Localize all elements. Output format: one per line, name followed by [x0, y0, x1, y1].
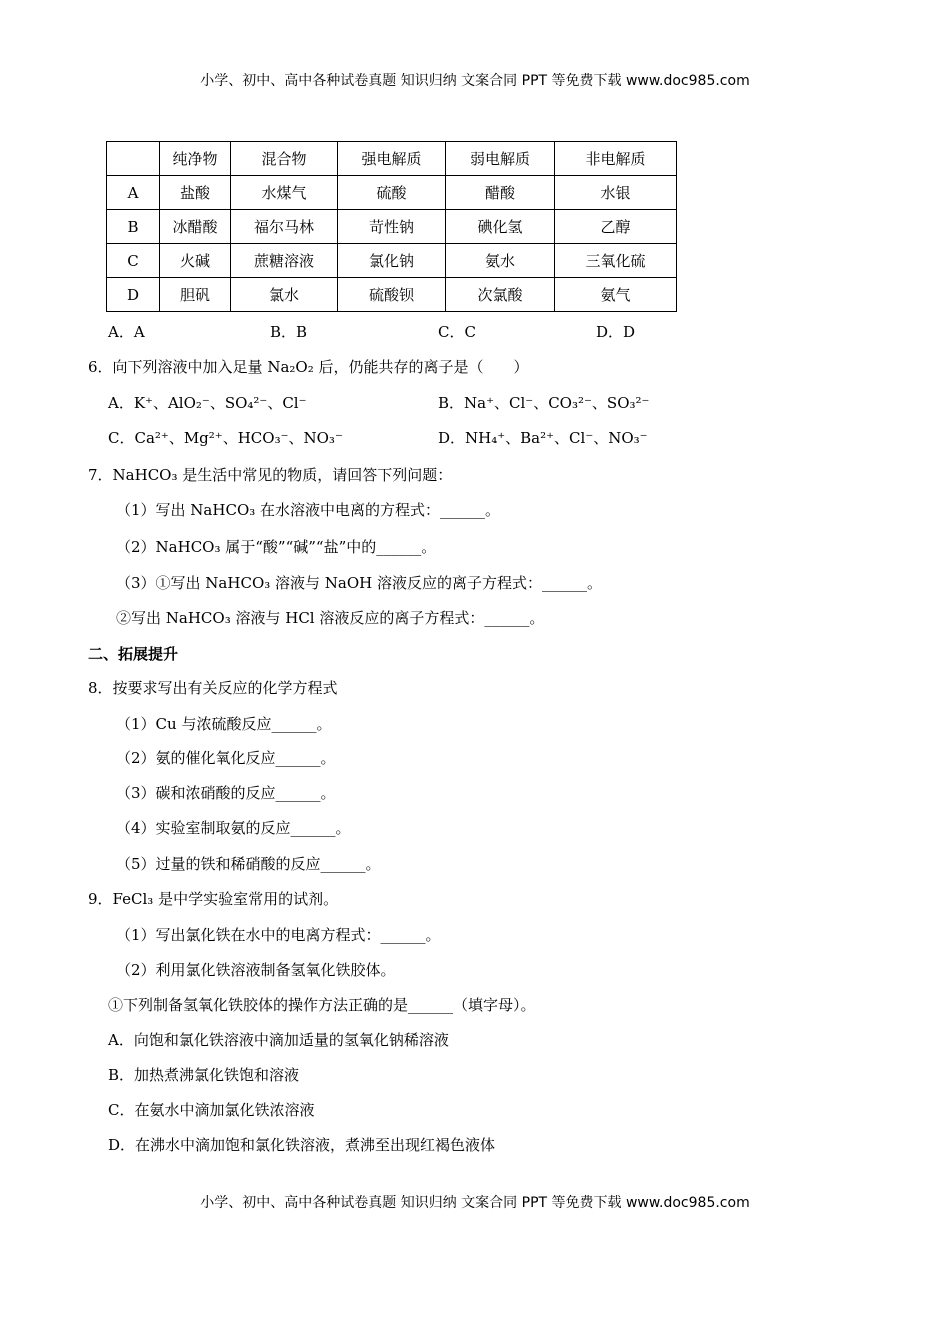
q6-option-a: A．K⁺、AlO₂⁻、SO₄²⁻、Cl⁻ — [108, 394, 307, 412]
table-row — [107, 176, 677, 210]
table-cell: 福尔马林 — [231, 210, 338, 244]
table-header-cell — [107, 142, 160, 176]
table-cell: 乙醇 — [555, 210, 677, 244]
q9-item-1: （1）写出氯化铁在水中的电离方程式：______。 — [116, 926, 441, 944]
table-cell: 氯水 — [231, 278, 338, 312]
table-cell: 苛性钠 — [338, 210, 446, 244]
q6-option-b: B．Na⁺、Cl⁻、CO₃²⁻、SO₃²⁻ — [438, 394, 650, 412]
table-cell: 火碱 — [160, 244, 231, 278]
table-cell: 盐酸 — [160, 176, 231, 210]
q9-option-a: A．向饱和氯化铁溶液中滴加适量的氢氧化钠稀溶液 — [108, 1031, 449, 1049]
table-row — [107, 210, 677, 244]
table-cell: D — [107, 278, 160, 312]
table-header-cell: 非电解质 — [555, 142, 677, 176]
q9-option-d: D．在沸水中滴加饱和氯化铁溶液，煮沸至出现红褐色液体 — [108, 1136, 496, 1154]
q8-item-1: （1）Cu 与浓硫酸反应______。 — [116, 715, 332, 733]
table-cell: 水银 — [555, 176, 677, 210]
table-cell: 蔗糖溶液 — [231, 244, 338, 278]
q9-stem: 9．FeCl₃ 是中学实验室常用的试剂。 — [88, 890, 339, 908]
q8-stem: 8．按要求写出有关反应的化学方程式 — [88, 679, 338, 697]
table-cell: 冰醋酸 — [160, 210, 231, 244]
table-header-cell: 纯净物 — [160, 142, 231, 176]
table-cell: 碘化氢 — [446, 210, 555, 244]
table-cell: 水煤气 — [231, 176, 338, 210]
q5-option-b: B．B — [270, 323, 308, 341]
table-cell: 硫酸 — [338, 176, 446, 210]
q7-item-1: （1）写出 NaHCO₃ 在水溶液中电离的方程式：______。 — [116, 501, 501, 519]
table-cell: 氨气 — [555, 278, 677, 312]
page-header: 小学、初中、高中各种试卷真题 知识归纳 文案合同 PPT 等免费下载 www.doc985.com — [200, 73, 750, 89]
q5-option-a: A．A — [108, 323, 145, 341]
table-cell: 硫酸钡 — [338, 278, 446, 312]
table-cell: 次氯酸 — [446, 278, 555, 312]
q8-item-4: （4）实验室制取氨的反应______。 — [116, 819, 351, 837]
table-cell: 三氧化硫 — [555, 244, 677, 278]
q7-item-2: （2）NaHCO₃ 属于“酸”“碱”“盐”中的______。 — [116, 538, 437, 556]
table-header-cell: 弱电解质 — [446, 142, 555, 176]
q8-item-2: （2）氨的催化氧化反应______。 — [116, 749, 336, 767]
table-cell: 氯化钠 — [338, 244, 446, 278]
q8-item-3: （3）碳和浓硝酸的反应______。 — [116, 784, 336, 802]
q5-option-c: C．C — [438, 323, 476, 341]
q7-item-4: ②写出 NaHCO₃ 溶液与 HCl 溶液反应的离子方程式：______。 — [116, 609, 545, 627]
q7-item-3: （3）①写出 NaHCO₃ 溶液与 NaOH 溶液反应的离子方程式：______。 — [116, 574, 603, 592]
section-title: 二、拓展提升 — [88, 645, 179, 663]
q9-option-b: B．加热煮沸氯化铁饱和溶液 — [108, 1066, 300, 1084]
table-header-row — [107, 142, 677, 176]
table-cell: B — [107, 210, 160, 244]
table-row — [107, 278, 677, 312]
q9-item-2: （2）利用氯化铁溶液制备氢氧化铁胶体。 — [116, 961, 396, 979]
table-cell: C — [107, 244, 160, 278]
table-cell: A — [107, 176, 160, 210]
table-cell: 醋酸 — [446, 176, 555, 210]
table-header-cell: 混合物 — [231, 142, 338, 176]
q5-option-d: D．D — [596, 323, 636, 341]
table-row — [107, 244, 677, 278]
table-cell: 胆矾 — [160, 278, 231, 312]
q8-item-5: （5）过量的铁和稀硝酸的反应______。 — [116, 855, 381, 873]
table-header-cell: 强电解质 — [338, 142, 446, 176]
q7-stem: 7．NaHCO₃ 是生活中常见的物质，请回答下列问题： — [88, 466, 453, 484]
q6-option-c: C．Ca²⁺、Mg²⁺、HCO₃⁻、NO₃⁻ — [108, 429, 343, 447]
page-footer: 小学、初中、高中各种试卷真题 知识归纳 文案合同 PPT 等免费下载 www.doc985.com — [200, 1195, 750, 1211]
q6-option-d: D．NH₄⁺、Ba²⁺、Cl⁻、NO₃⁻ — [438, 429, 648, 447]
q6-stem: 6．向下列溶液中加入足量 Na₂O₂ 后，仍能共存的离子是（ ） — [88, 358, 529, 376]
classification-table — [106, 141, 677, 312]
q9-option-c: C．在氨水中滴加氯化铁浓溶液 — [108, 1101, 315, 1119]
q9-item-3: ①下列制备氢氧化铁胶体的操作方法正确的是______（填字母）。 — [108, 996, 536, 1014]
table-cell: 氨水 — [446, 244, 555, 278]
